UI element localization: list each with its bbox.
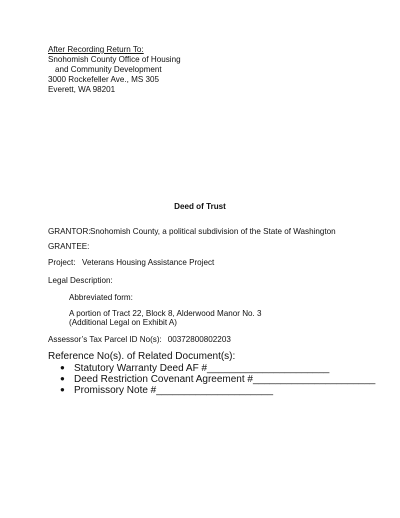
project-label: Project: <box>48 258 76 267</box>
project-row <box>48 258 214 268</box>
grantee-label: GRANTEE: <box>48 242 90 251</box>
document-title: Deed of Trust <box>174 202 226 211</box>
abbreviated-form-label: Abbreviated form: <box>69 293 133 302</box>
return-to-heading: After Recording Return To: <box>48 45 144 54</box>
return-address-block <box>48 45 181 95</box>
grantee-row <box>48 242 89 252</box>
list-item <box>60 374 375 385</box>
return-to-line-4: Everett, WA 98201 <box>48 85 116 94</box>
project-value: Veterans Housing Assistance Project <box>82 258 215 267</box>
bullet-icon: ● <box>60 374 65 383</box>
bullet-icon: ● <box>60 385 65 394</box>
reference-item-text: Statutory Warranty Deed AF #______________________ <box>74 363 330 374</box>
grantor-value: Snohomish County, a political subdivision of the State of Washington <box>90 227 336 236</box>
reference-item-text: Promissory Note #_____________________ <box>74 385 274 396</box>
legal-description-label: Legal Description: <box>48 276 113 285</box>
references-list <box>60 363 375 396</box>
grantor-row <box>48 227 336 237</box>
reference-item-text: Deed Restriction Covenant Agreement #______________________ <box>74 374 376 385</box>
parcel-label: Assessor’s Tax Parcel ID No(s): <box>48 335 162 344</box>
parcel-row <box>48 335 231 345</box>
bullet-icon: ● <box>60 363 65 372</box>
return-to-line-1: Snohomish County Office of Housing <box>48 55 181 64</box>
return-to-line-3: 3000 Rockefeller Ave., MS 305 <box>48 75 159 84</box>
list-item <box>60 363 375 374</box>
legal-description-line-2: (Additional Legal on Exhibit A) <box>69 318 177 327</box>
legal-description-line-1: A portion of Tract 22, Block 8, Alderwood Manor No. 3 <box>69 309 262 318</box>
grantor-label: GRANTOR: <box>48 227 91 236</box>
list-item <box>60 385 375 396</box>
parcel-value: 00372800802203 <box>167 335 231 344</box>
references-heading: Reference No(s). of Related Document(s): <box>48 351 236 362</box>
return-to-line-2: and Community Development <box>55 65 162 74</box>
